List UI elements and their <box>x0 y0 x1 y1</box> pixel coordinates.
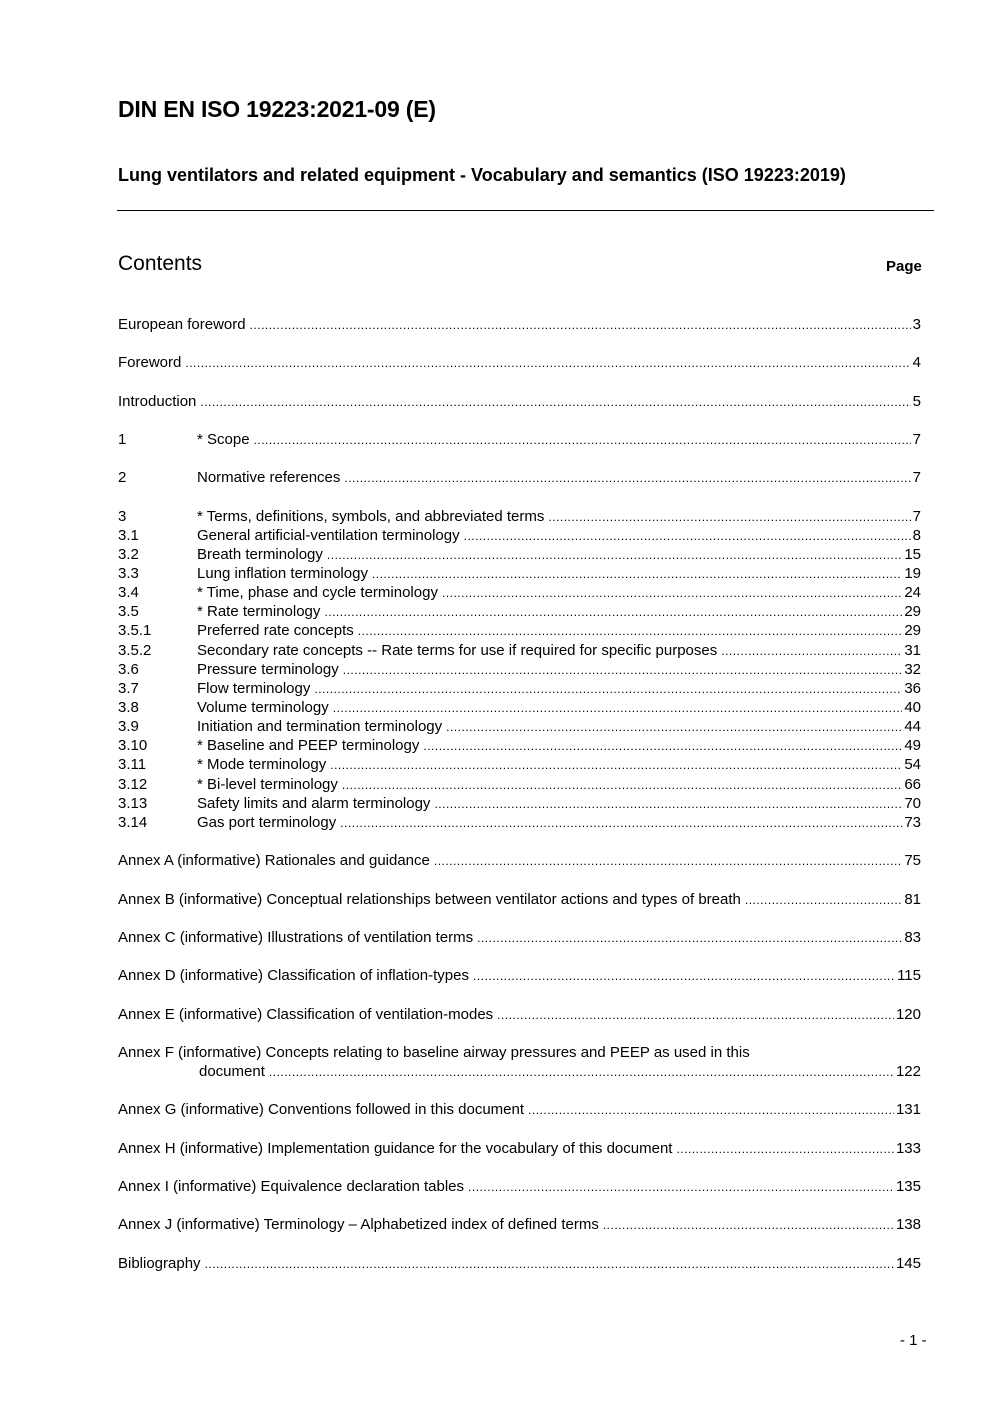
toc-leader-dots <box>330 756 902 775</box>
toc-entry-title: Annex A (informative) Rationales and guidance <box>118 852 430 869</box>
toc-leader-dots <box>200 393 910 412</box>
toc-entry-title: * Baseline and PEEP terminology <box>197 737 420 754</box>
toc-entry-page: 4 <box>912 354 921 371</box>
toc-entry-3-5-1[interactable] <box>118 621 921 641</box>
toc-entry-3-4[interactable] <box>118 583 921 603</box>
toc-entry-annex-i[interactable] <box>118 1177 921 1197</box>
toc-entry-bibliography[interactable] <box>118 1254 921 1274</box>
toc-entry-page: 29 <box>904 603 921 620</box>
toc-entry-annex-f-line1[interactable]: Annex F (informative) Concepts relating to baseline airway pressures and PEEP as used in this <box>118 1044 750 1061</box>
toc-leader-dots <box>468 1178 894 1197</box>
page-column-heading: Page <box>886 258 922 275</box>
toc-leader-dots <box>314 680 902 699</box>
toc-entry-annex-a[interactable] <box>118 851 921 871</box>
toc-entry-page: 3 <box>912 316 921 333</box>
toc-entry-annex-j[interactable] <box>118 1215 921 1235</box>
toc-entry-title: Annex B (informative) Conceptual relationships between ventilator actions and types of breath <box>118 891 741 908</box>
toc-entry-title: document <box>199 1063 265 1080</box>
toc-entry-page: 70 <box>904 795 921 812</box>
toc-entry-3-8[interactable] <box>118 698 921 718</box>
toc-leader-dots <box>548 508 910 527</box>
toc-leader-dots <box>464 527 911 546</box>
toc-entry-title: Annex G (informative) Conventions followed in this document <box>118 1101 525 1118</box>
toc-leader-dots <box>434 852 902 871</box>
toc-entry-number: 3.5.2 <box>118 642 152 659</box>
document-title: DIN EN ISO 19223:2021-09 (E) <box>118 96 436 122</box>
toc-leader-dots <box>423 737 902 756</box>
toc-entry-title: Annex I (informative) Equivalence declaration tables <box>118 1178 465 1195</box>
toc-entry-title: * Time, phase and cycle terminology <box>197 584 438 601</box>
toc-entry-number: 3.8 <box>118 699 139 716</box>
toc-leader-dots <box>342 776 902 795</box>
toc-entry-number: 3.11 <box>118 756 147 773</box>
toc-leader-dots <box>254 431 911 450</box>
toc-entry-number: 3.9 <box>118 718 139 735</box>
toc-leader-dots <box>269 1063 894 1082</box>
toc-entry-page: 75 <box>904 852 921 869</box>
toc-entry-page: 8 <box>912 527 921 544</box>
toc-entry-number: 3.7 <box>118 680 139 697</box>
toc-leader-dots <box>250 316 911 335</box>
toc-entry-3-7[interactable] <box>118 679 921 699</box>
toc-entry-title: Initiation and termination terminology <box>197 718 443 735</box>
toc-entry-page: 138 <box>895 1216 921 1233</box>
page-number: - 1 - <box>900 1332 927 1349</box>
toc-entry-page: 83 <box>904 929 921 946</box>
toc-entry-title: Introduction <box>118 393 197 410</box>
toc-entry-foreword[interactable] <box>118 353 921 373</box>
toc-entry-title: Annex E (informative) Classification of ventilation-modes <box>118 1006 494 1023</box>
toc-entry-number: 3.12 <box>118 776 148 793</box>
toc-entry-page: 44 <box>904 718 921 735</box>
toc-leader-dots <box>324 603 902 622</box>
toc-entry-annex-g[interactable] <box>118 1100 921 1120</box>
document-subtitle: Lung ventilators and related equipment - Vocabulary and semantics (ISO 19223:2019) <box>118 165 846 185</box>
toc-entry-title: Annex J (informative) Terminology – Alphabetized index of defined terms <box>118 1216 599 1233</box>
toc-leader-dots <box>205 1255 894 1274</box>
toc-entry-page: 81 <box>904 891 921 908</box>
toc-leader-dots <box>185 354 910 373</box>
toc-entry-3-6[interactable] <box>118 660 921 680</box>
toc-entry-number: 3.6 <box>118 661 139 678</box>
toc-entry-3-5[interactable] <box>118 602 921 622</box>
toc-leader-dots <box>528 1101 894 1120</box>
toc-entry-page: 73 <box>904 814 921 831</box>
toc-entry-title: * Bi-level terminology <box>197 776 338 793</box>
toc-entry-title: Normative references <box>197 469 341 486</box>
toc-entry-3-14[interactable] <box>118 813 921 833</box>
toc-entry-number: 3.5.1 <box>118 622 152 639</box>
toc-entry-title: * Terms, definitions, symbols, and abbreviated terms <box>197 508 545 525</box>
toc-entry-annex-b[interactable] <box>118 890 921 910</box>
toc-leader-dots <box>676 1140 894 1159</box>
toc-entry-page: 29 <box>904 622 921 639</box>
toc-entry-page: 135 <box>895 1178 921 1195</box>
toc-entry-normative-references[interactable] <box>118 468 921 488</box>
toc-entry-page: 32 <box>904 661 921 678</box>
toc-entry-title: Foreword <box>118 354 182 371</box>
toc-entry-page: 66 <box>904 776 921 793</box>
toc-entry-page: 133 <box>895 1140 921 1157</box>
toc-entry-title: Pressure terminology <box>197 661 339 678</box>
toc-entry-number: 3.1 <box>118 527 139 544</box>
toc-entry-title: Volume terminology <box>197 699 329 716</box>
toc-entry-number: 3.3 <box>118 565 139 582</box>
toc-leader-dots <box>344 469 910 488</box>
toc-entry-3-1[interactable] <box>118 526 921 546</box>
toc-entry-annex-c[interactable] <box>118 928 921 948</box>
toc-entry-3-3[interactable] <box>118 564 921 584</box>
toc-entry-page: 54 <box>904 756 921 773</box>
toc-entry-title: Flow terminology <box>197 680 311 697</box>
toc-leader-dots <box>442 584 902 603</box>
toc-entry-title: Lung inflation terminology <box>197 565 368 582</box>
title-divider <box>117 210 934 211</box>
toc-entry-scope[interactable] <box>118 430 921 450</box>
toc-entry-page: 49 <box>904 737 921 754</box>
toc-entry-page: 145 <box>895 1255 921 1272</box>
toc-entry-3-5-2[interactable] <box>118 641 921 661</box>
contents-heading: Contents <box>118 252 203 275</box>
toc-entry-european-foreword[interactable] <box>118 315 921 335</box>
toc-entry-title: * Scope <box>197 431 250 448</box>
toc-entry-title: Safety limits and alarm terminology <box>197 795 431 812</box>
toc-leader-dots <box>434 795 902 814</box>
toc-entry-terms[interactable] <box>118 507 921 527</box>
toc-entry-page: 5 <box>912 393 921 410</box>
toc-leader-dots <box>343 661 903 680</box>
toc-entry-3-11[interactable] <box>118 755 921 775</box>
toc-entry-annex-d[interactable] <box>118 966 921 986</box>
toc-entry-page: 7 <box>912 508 921 525</box>
toc-leader-dots <box>745 891 902 910</box>
toc-entry-title: General artificial-ventilation terminology <box>197 527 460 544</box>
toc-entry-introduction[interactable] <box>118 392 921 412</box>
toc-entry-title: European foreword <box>118 316 246 333</box>
toc-entry-3-2[interactable] <box>118 545 921 565</box>
toc-entry-page: 131 <box>895 1101 921 1118</box>
toc-entry-title: Bibliography <box>118 1255 201 1272</box>
toc-entry-number: 3.13 <box>118 795 148 812</box>
toc-entry-page: 19 <box>904 565 921 582</box>
toc-entry-title: Gas port terminology <box>197 814 337 831</box>
toc-entry-page: 115 <box>897 967 921 984</box>
toc-entry-title: * Rate terminology <box>197 603 321 620</box>
toc-entry-annex-h[interactable] <box>118 1139 921 1159</box>
toc-entry-page: 122 <box>895 1063 921 1080</box>
toc-entry-annex-e[interactable] <box>118 1005 921 1025</box>
toc-entry-page: 120 <box>895 1006 921 1023</box>
toc-entry-3-10[interactable] <box>118 736 921 756</box>
toc-leader-dots <box>603 1216 894 1235</box>
toc-entry-title: Annex H (informative) Implementation guidance for the vocabulary of this document <box>118 1140 673 1157</box>
toc-entry-3-13[interactable] <box>118 794 921 814</box>
toc-entry-title: Annex C (informative) Illustrations of ventilation terms <box>118 929 474 946</box>
toc-entry-number: 3 <box>118 508 127 525</box>
toc-entry-number: 3.10 <box>118 737 148 754</box>
toc-entry-annex-f[interactable] <box>199 1062 921 1082</box>
toc-leader-dots <box>497 1006 894 1025</box>
toc-entry-3-12[interactable] <box>118 775 921 795</box>
toc-leader-dots <box>473 967 895 986</box>
toc-leader-dots <box>327 546 902 565</box>
toc-entry-number: 3.5 <box>118 603 139 620</box>
toc-entry-3-9[interactable] <box>118 717 921 737</box>
toc-entry-title: * Mode terminology <box>197 756 327 773</box>
toc-leader-dots <box>333 699 903 718</box>
toc-entry-number: 3.4 <box>118 584 139 601</box>
toc-leader-dots <box>446 718 902 737</box>
toc-entry-page: 24 <box>904 584 921 601</box>
toc-entry-page: 7 <box>912 431 921 448</box>
toc-entry-title: Secondary rate concepts -- Rate terms for use if required for specific purposes <box>197 642 718 659</box>
toc-entry-number: 2 <box>118 469 127 486</box>
toc-entry-page: 31 <box>904 642 921 659</box>
toc-leader-dots <box>358 622 903 641</box>
toc-entry-number: 3.2 <box>118 546 139 563</box>
toc-leader-dots <box>721 642 902 661</box>
toc-leader-dots <box>372 565 902 584</box>
toc-entry-page: 36 <box>904 680 921 697</box>
toc-entry-number: 1 <box>118 431 127 448</box>
toc-entry-title: Preferred rate concepts <box>197 622 354 639</box>
toc-entry-title: Annex D (informative) Classification of inflation-types <box>118 967 469 984</box>
toc-entry-title: Breath terminology <box>197 546 323 563</box>
toc-entry-page: 7 <box>912 469 921 486</box>
toc-entry-number: 3.14 <box>118 814 148 831</box>
toc-entry-page: 40 <box>904 699 921 716</box>
toc-leader-dots <box>340 814 902 833</box>
toc-leader-dots <box>477 929 902 948</box>
toc-entry-page: 15 <box>904 546 921 563</box>
